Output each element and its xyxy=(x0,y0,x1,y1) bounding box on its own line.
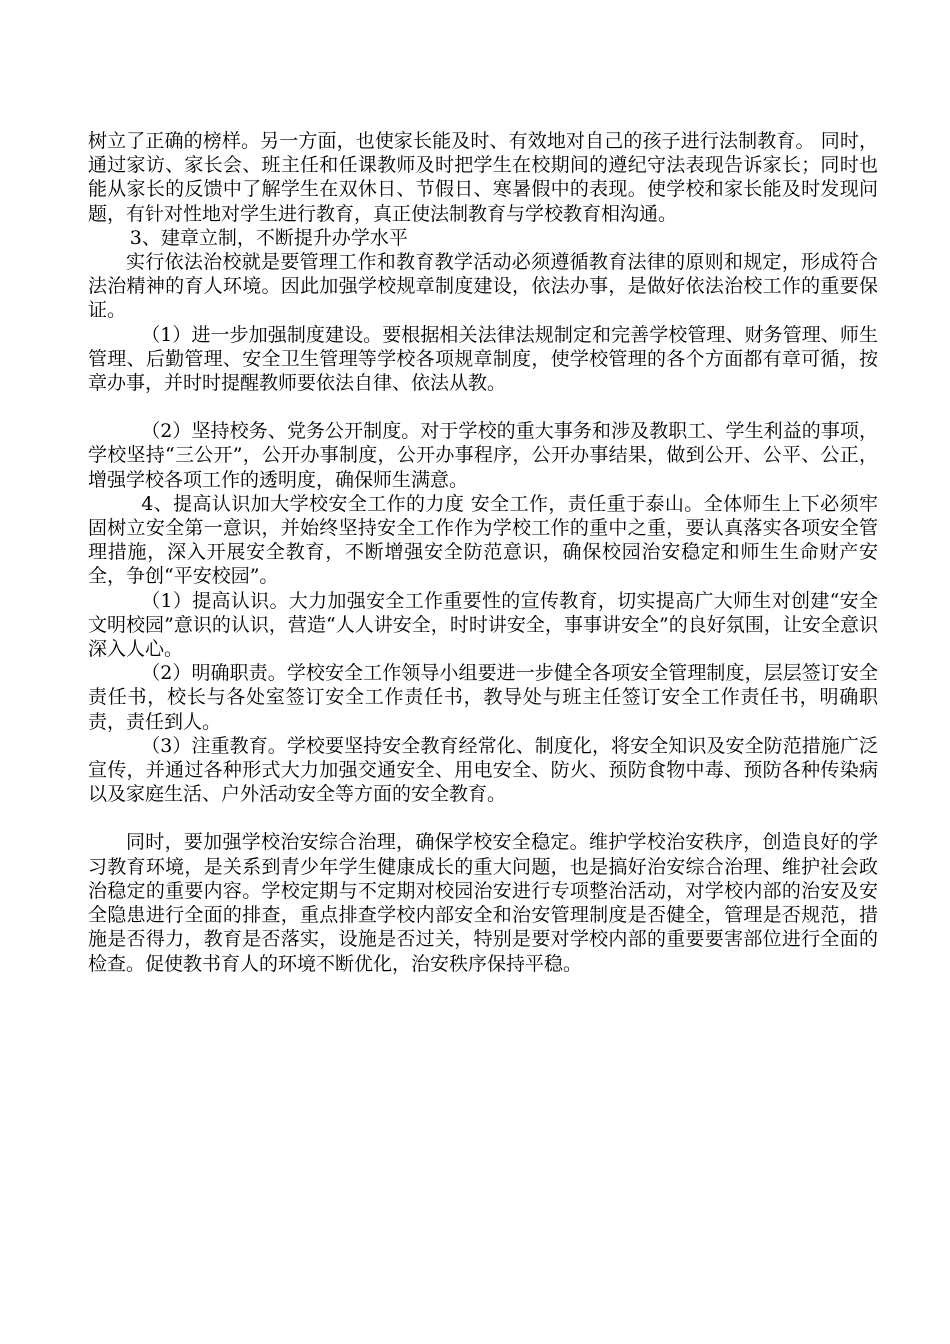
paragraph-spacer xyxy=(88,806,878,830)
document-body xyxy=(88,129,878,976)
heading-rules-section: 3、建章立制，不断提升办学水平 xyxy=(129,226,408,249)
paragraph-clarify-duties: （2）明确职责。学校安全工作领导小组要进一步健全各项安全管理制度，层层签订安全责任书，校长与各处室签订安全工作责任书，教导处与班主任签订安全工作责任书，明确职责，责任到人。 xyxy=(88,662,878,733)
paragraph-spacer xyxy=(88,395,878,419)
paragraph-safety-education: （3）注重教育。学校要坚持安全教育经常化、制度化，将安全知识及安全防范措施广泛宣传，并通过各种形式大力加强交通安全、用电安全、防火、预防食物中毒、预防各种传染病以及家庭生活、户外活动安全等方面的安全教育。 xyxy=(88,734,878,806)
paragraph-raise-awareness: （1）提高认识。大力加强安全工作重要性的宣传教育，切实提高广大师生对创建“安全文明校园”意识的认识，营造“人人讲安全，时时讲安全，事事讲安全”的良好氛围，让安全意识深入人心。 xyxy=(88,589,878,661)
paragraph-parent-education: 树立了正确的榜样。另一方面，也使家长能及时、有效地对自己的孩子进行法制教育。 同时，通过家访、家长会、班主任和任课教师及时把学生在校期间的遵纪守法表现告诉家长；同时也能从家长的反馈中了解学生在双休日、节假日、寒暑假中的表现。使学校和家长能及时发现问题，有针对性地对学生进行教育，真正使法制教育与学校教育相沟通。 xyxy=(88,130,878,225)
paragraph-open-affairs: （2）坚持校务、党务公开制度。对于学校的重大事务和涉及教职工、学生利益的事项，学校坚持“三公开”，公开办事制度，公开办事程序，公开办事结果，做到公开、公平、公正，增强学校各项工作的透明度，确保师生满意。 xyxy=(88,420,878,491)
paragraph-system-building: （1）进一步加强制度建设。要根据相关法律法规制定和完善学校管理、财务管理、师生管理、后勤管理、安全卫生管理等学校各项规章制度，使学校管理的各个方面都有章可循，按章办事，并时时提醒教师要依法自律、依法从教。 xyxy=(88,323,878,395)
paragraph-rule-of-law: 实行依法治校就是要管理工作和教育教学活动必须遵循教育法律的原则和规定，形成符合法治精神的育人环境。因此加强学校规章制度建设，依法办事，是做好依法治校工作的重要保证。 xyxy=(88,251,878,322)
paragraph-security-governance: 同时，要加强学校治安综合治理，确保学校安全稳定。维护学校治安秩序，创造良好的学习教育环境，是关系到青少年学生健康成长的重大问题，也是搞好治安综合治理、维护社会政治稳定的重要内容。学校定期与不定期对校园治安进行专项整治活动，对学校内部的治安及安全隐患进行全面的排查，重点排查学校内部安全和治安管理制度是否健全，管理是否规范，措施是否得力，教育是否落实，设施是否过关，特别是要对学校内部的重要要害部位进行全面的检查。促使教书育人的环境不断优化，治安秩序保持平稳。 xyxy=(88,831,878,975)
heading-safety-section: 4、提高认识加大学校安全工作的力度 安全工作，责任重于泰山。全体师生上下必须牢固树立安全第一意识，并始终坚持安全工作作为学校工作的重中之重，要认真落实各项安全管理措施，深入开展安全教育，不断增强安全防范意识，确保校园治安稳定和师生生命财产安全，争创“平安校园”。 xyxy=(88,492,878,588)
